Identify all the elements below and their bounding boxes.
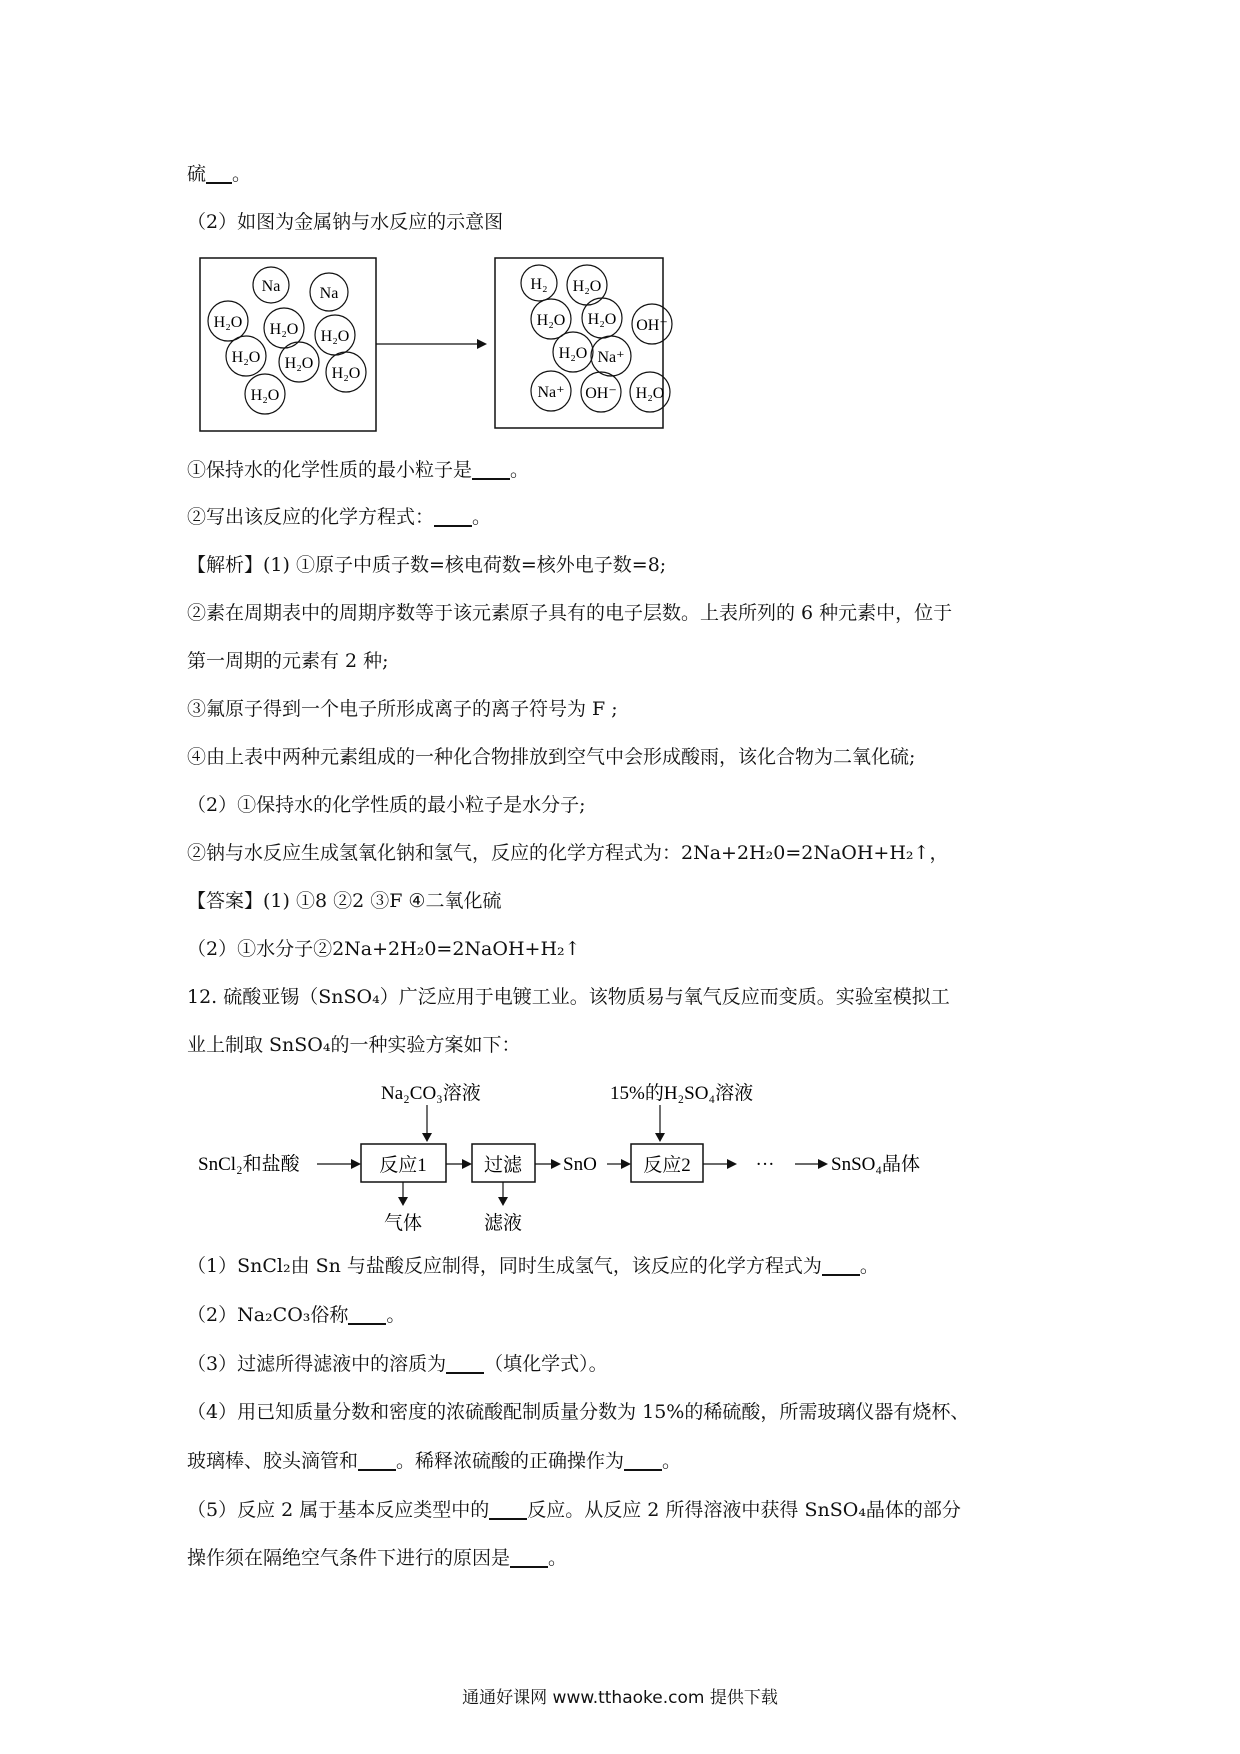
answer-blank (472, 458, 510, 480)
question-line: （3）过滤所得滤液中的溶质为 （填化学式）。 (187, 1353, 608, 1375)
answer-blank (510, 1546, 548, 1568)
question-heading: （2）如图为金属钠与水反应的示意图 (187, 211, 504, 233)
answer-line: 【答案】(1) ①8 ②2 ③F ④二氧化硫 (187, 890, 502, 912)
question-intro: 12. 硫酸亚锡（SnSO₄）广泛应用于电镀工业。该物质易与氧气反应而变质。实验室模拟工 (187, 986, 950, 1008)
after-particle-label: H₂O (635, 385, 665, 402)
output-filtrate: 滤液 (483, 1213, 523, 1234)
analysis-line: ②钠与水反应生成氢氧化钠和氢气，反应的化学方程式为：2Na+2H₂0=2NaOH+H₂↑， (187, 842, 949, 864)
analysis-line: ②素在周期表中的周期序数等于该元素原子具有的电子层数。上表所列的 6 种元素中，位于 (187, 602, 953, 624)
question-line: ①保持水的化学性质的最小粒子是 。 (187, 459, 530, 481)
after-particle-label: OH⁻ (585, 385, 617, 402)
answer-blank (624, 1449, 662, 1471)
box-filter: 过滤 (483, 1155, 523, 1176)
before-particle-label: H₂O (269, 321, 299, 338)
question-line: （1）SnCl₂由 Sn 与盐酸反应制得，同时生成氢气，该反应的化学方程式为 。 (187, 1255, 879, 1277)
flow-sno: SnO (563, 1154, 597, 1175)
question-line: ②写出该反应的化学方程式： 。 (187, 506, 492, 528)
analysis-line: 【解析】(1) ①原子中质子数=核电荷数=核外电子数=8; (187, 554, 667, 576)
answer-blank (206, 162, 232, 184)
after-particle-label: H₂ (530, 276, 548, 293)
before-particle-label: Na (261, 278, 281, 295)
flow-product: SnSO₄晶体 (831, 1154, 920, 1175)
after-particle-label: Na⁺ (597, 349, 625, 366)
box-reaction2: 反应2 (643, 1155, 691, 1176)
flow-input: SnCl₂和盐酸 (198, 1154, 300, 1175)
before-box (200, 258, 376, 431)
reagent-na2co3: Na₂CO₃溶液 (381, 1083, 481, 1104)
line-text: 硫 (187, 163, 207, 185)
after-particle-label: OH⁻ (636, 317, 668, 334)
box-reaction1: 反应1 (379, 1155, 427, 1176)
answer-line: （2）①水分子②2Na+2H₂0=2NaOH+H₂↑ (187, 938, 581, 960)
after-particle-label: H₂O (558, 345, 588, 362)
question-line: （2）Na₂CO₃俗称 。 (187, 1304, 406, 1326)
answer-blank (822, 1254, 860, 1276)
answer-blank (348, 1303, 386, 1325)
question-line: 玻璃棒、胶头滴管和 。稀释浓硫酸的正确操作为 。 (187, 1450, 682, 1472)
flow-dots: ··· (755, 1154, 775, 1175)
question-line: （4）用已知质量分数和密度的浓硫酸配制质量分数为 15%的稀硫酸，所需玻璃仪器有烧杯、 (187, 1401, 970, 1423)
before-particle-label: H₂O (231, 349, 261, 366)
text-line: 硫 。 (187, 163, 252, 185)
answer-blank (446, 1352, 484, 1374)
analysis-line: （2）①保持水的化学性质的最小粒子是水分子; (187, 794, 586, 816)
before-particle-label: H₂O (250, 387, 280, 404)
output-gas: 气体 (383, 1213, 423, 1234)
before-particle-label: H₂O (320, 328, 350, 345)
process-flow-diagram (195, 1075, 995, 1235)
after-particle-label: H₂O (587, 311, 617, 328)
analysis-line: ③氟原子得到一个电子所形成离子的离子符号为 F ; (187, 698, 618, 720)
analysis-line: ④由上表中两种元素组成的一种化合物排放到空气中会形成酸雨，该化合物为二氧化硫; (187, 746, 916, 768)
question-line: （5）反应 2 属于基本反应类型中的 反应。从反应 2 所得溶液中获得 SnSO₄晶体的部分 (187, 1499, 961, 1521)
before-particle-label: H₂O (331, 365, 361, 382)
question-intro: 业上制取 SnSO₄的一种实验方案如下： (187, 1034, 521, 1056)
arrow-head (477, 339, 487, 349)
reagent-h2so4: 15%的H₂SO₄溶液 (610, 1083, 754, 1104)
before-particle-label: H₂O (213, 314, 243, 331)
after-particle-label: H₂O (536, 312, 566, 329)
before-particle-label: H₂O (284, 355, 314, 372)
sodium-water-diagram (195, 255, 705, 440)
analysis-line: 第一周期的元素有 2 种; (187, 650, 389, 672)
before-particle-label: Na (319, 285, 339, 302)
question-line: 操作须在隔绝空气条件下进行的原因是 。 (187, 1547, 568, 1569)
answer-blank (489, 1498, 527, 1520)
after-particle-label: H₂O (572, 278, 602, 295)
page-footer: 通通好课网 www.tthaoke.com 提供下载 (462, 1688, 778, 1708)
answer-blank (434, 505, 472, 527)
answer-blank (358, 1449, 396, 1471)
after-particle-label: Na⁺ (537, 384, 565, 401)
